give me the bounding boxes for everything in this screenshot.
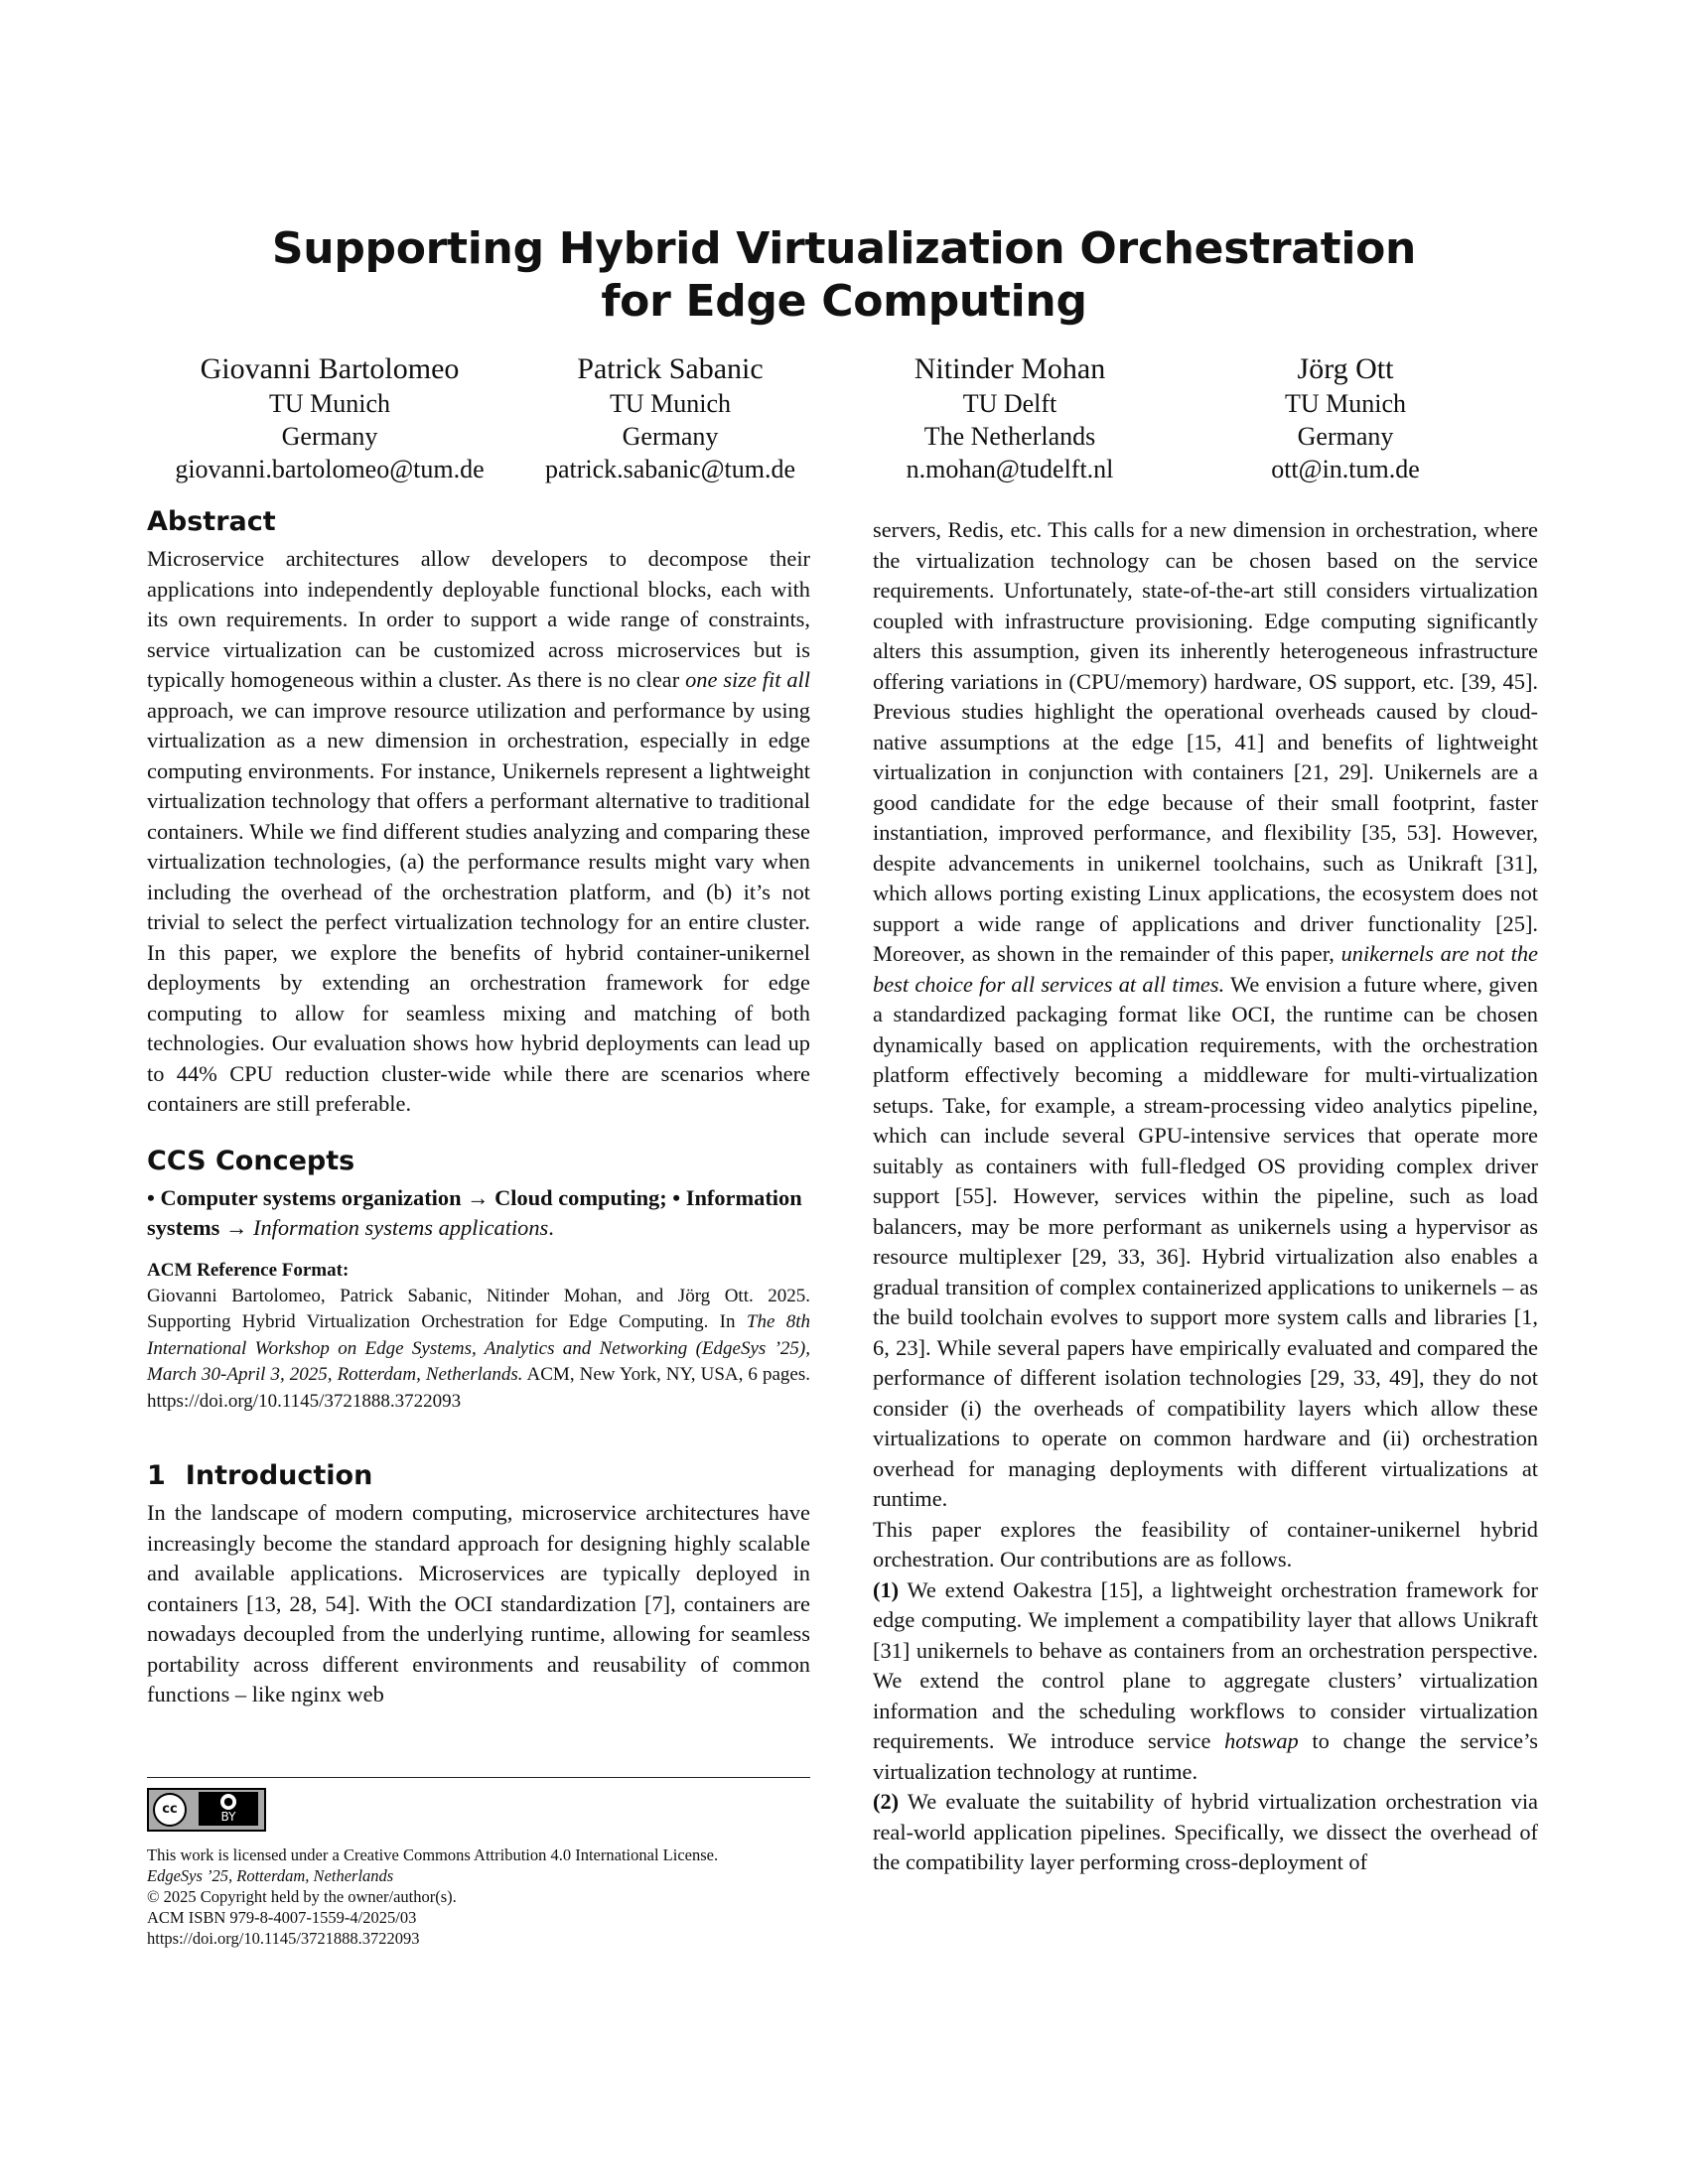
footer-divider — [147, 1777, 810, 1778]
contribution-text: to change the service’s virtualization technology at runtime. — [873, 1728, 1538, 1784]
person-icon: ● — [220, 1794, 236, 1810]
section-title: Introduction — [185, 1460, 373, 1491]
author-email[interactable]: patrick.sabanic@tum.de — [544, 455, 796, 483]
license-statement: This work is licensed under a Creative Commons Attribution 4.0 International License. — [147, 1845, 719, 1864]
ccs-arrow: → — [461, 1184, 495, 1210]
abstract-text — [147, 544, 810, 1120]
author-block — [161, 351, 498, 485]
title-line-1: Supporting Hybrid Virtualization Orchestration — [271, 223, 1417, 274]
paper-title — [0, 222, 1688, 328]
by-label: BY — [220, 1810, 236, 1824]
acm-reference-part: Giovanni Bartolomeo, Patrick Sabanic, Nitinder Mohan, and Jörg Ott. 2025. Supporting Hybrid Virtualization Orchestration for Edge Computing. In — [147, 1285, 810, 1332]
acm-reference-text — [147, 1284, 810, 1416]
author-email[interactable]: ott@in.tum.de — [1271, 455, 1420, 483]
paragraph-part: servers, Redis, etc. This calls for a new dimension in orchestration, where the virtualization technology can be chosen based on the service requirements. Unfortunately, state-of-the-art still considers virtualization coupled with infrastructure provisioning. Edge computing significantly alters this assumption, given its inherently heterogeneous infrastructure offering variations in (CPU/memory) hardware, OS support, etc. [39, 45]. Previous studies highlight the operational overheads caused by cloud-native assumptions at the edge [15, 41] and benefits of lightweight virtualization in conjunction with containers [21, 29]. Unikernels are a good candidate for the edge because of their small footprint, faster instantiation, improved performance, and flexibility [35, 53]. However, despite advancements in unikernel toolchains, such as Unikraft [31], which allows porting existing Linux applications, the ecosystem does not support a wide range of applications and driver functionality [25]. Moreover, as shown in the remainder of this paper, — [873, 517, 1538, 966]
paragraph-part: We envision a future where, given a standardized packaging format like OCI, the runtime can be chosen dynamically based on application requirements, with the orchestration platform effectively becoming a middleware for multi-virtualization setups. Take, for example, a stream-processing video analytics pipeline, which can include several GPU-intensive services that operate more suitably as containers with full-fledged OS providing complex driver support [55]. However, services within the pipeline, such as load balancers, may be more performant as unikernels using a hypervisor as resource multiplexer [29, 33, 36]. Hybrid virtualization also enables a gradual transition of complex containerized applications to unikernels – as the build toolchain evolves to support more system calls and libraries [1, 6, 23]. While several papers have empirically evaluated and compared the performance of different isolation technologies [29, 33, 49], they do not consider (i) the overheads of compatibility layers which allow these virtualizations to operate on common hardware and (ii) orchestration overhead for managing deployments with different virtualizations at runtime. — [873, 971, 1538, 1511]
isbn-line: ACM ISBN 979-8-4007-1559-4/2025/03 — [147, 1908, 417, 1927]
ccs-bullet: • — [147, 1184, 161, 1210]
acm-reference-heading: ACM Reference Format: — [147, 1259, 350, 1281]
author-affiliation: TU Munich — [1284, 389, 1407, 418]
intro-paragraph-continued — [873, 515, 1538, 1515]
ccs-arrow: → — [219, 1215, 253, 1240]
acm-reference-venue: The 8th International Workshop on Edge Systems, Analytics and Networking (EdgeSys ’25), March 30-April 3, 2025, Rotterdam, Netherlands. — [147, 1311, 811, 1385]
left-column — [147, 504, 810, 1710]
author-name: Nitinder Mohan — [914, 352, 1106, 385]
title-line-2: for Edge Computing — [601, 276, 1087, 327]
doi-link[interactable]: https://doi.org/10.1145/3721888.3722093 — [147, 1929, 420, 1948]
author-name: Giovanni Bartolomeo — [200, 352, 460, 385]
by-logo-icon — [199, 1792, 258, 1826]
ccs-concept-italic: Information systems applications — [252, 1215, 549, 1240]
contribution-item — [873, 1787, 1538, 1878]
introduction-paragraph: In the landscape of modern computing, microservice architectures have increasingly become the standard approach for designing highly scalable and available applications. Microservices are typically deployed in containers [13, 28, 54]. With the OCI standardization [7], containers are nowadays decoupled from the underlying runtime, allowing for seamless portability across different environments and reusability of common functions – like nginx web — [147, 1500, 810, 1706]
acm-reference-part: ACM, New York, NY, USA, 6 pages. https://doi.org/10.1145/3721888.3722093 — [147, 1364, 810, 1412]
author-country: Germany — [622, 422, 719, 451]
author-list — [0, 351, 1688, 490]
author-email[interactable]: giovanni.bartolomeo@tum.de — [175, 455, 485, 483]
ccs-concept: Computer systems organization — [160, 1184, 462, 1210]
cc-logo-icon: cc — [153, 1793, 187, 1827]
contributions-intro: This paper explores the feasibility of container-unikernel hybrid orchestration. Our contributions are as follows. — [873, 1516, 1538, 1571]
license-footer — [147, 1777, 810, 1949]
author-block — [501, 351, 839, 485]
ccs-separator: ; • — [659, 1184, 686, 1210]
cc-by-license-icon[interactable] — [147, 1788, 266, 1832]
author-affiliation: TU Munich — [268, 389, 391, 418]
venue-text: EdgeSys ’25, Rotterdam, Netherlands — [147, 1866, 394, 1885]
ccs-concept: Information systems — [147, 1184, 802, 1240]
contribution-number: (1) — [873, 1576, 900, 1602]
author-name: Patrick Sabanic — [577, 352, 764, 385]
abstract-text-italic: one size fit all — [685, 667, 810, 692]
ccs-heading: CCS Concepts — [147, 1145, 355, 1176]
contribution-item — [873, 1575, 1538, 1788]
contribution-italic: hotswap — [1224, 1728, 1299, 1753]
copyright-line: © 2025 Copyright held by the owner/author(s). — [147, 1887, 457, 1906]
ccs-concept: Cloud computing — [494, 1184, 660, 1210]
author-block — [1177, 351, 1514, 485]
venue-line — [147, 1865, 810, 1886]
author-name: Jörg Ott — [1297, 352, 1394, 385]
section-number: 1 — [147, 1460, 166, 1491]
author-country: Germany — [281, 422, 378, 451]
contribution-text: We evaluate the suitability of hybrid virtualization orchestration via real-world application pipelines. Specifically, we dissect the overhead of the compatibility layer performing cross-deployment of — [873, 1789, 1538, 1874]
ccs-end: . — [548, 1215, 554, 1240]
author-block — [841, 351, 1179, 485]
author-affiliation: TU Munich — [609, 389, 732, 418]
author-country: The Netherlands — [923, 422, 1096, 451]
ccs-concepts — [147, 1183, 810, 1244]
right-column — [873, 515, 1538, 1878]
contribution-number: (2) — [873, 1789, 900, 1814]
author-country: Germany — [1297, 422, 1394, 451]
introduction-heading — [147, 1458, 810, 1494]
author-email[interactable]: n.mohan@tudelft.nl — [906, 455, 1114, 483]
abstract-heading: Abstract — [147, 506, 276, 537]
contribution-text: We extend Oakestra [15], a lightweight orchestration framework for edge computing. We implement a compatibility layer that allows Unikraft [31] unikernels to behave as containers from an orchestration perspective. We extend the control plane to aggregate clusters’ virtualization information and the scheduling workflows to consider virtualization requirements. We introduce service — [873, 1576, 1538, 1753]
abstract-text-part: approach, we can improve resource utilization and performance by using virtualization as a new dimension in orchestration, especially in edge computing environments. For instance, Unikernels represent a lightweight virtualization technology that offers a performant alternative to traditional containers. While we find different studies analyzing and comparing these virtualization technologies, (a) the performance results might vary when including the overhead of the orchestration platform, and (b) it’s not trivial to select the perfect virtualization technology for an entire cluster. In this paper, we explore the benefits of hybrid container-unikernel deployments by extending an orchestration framework for edge computing to allow for seamless mixing and matching of both technologies. Our evaluation shows how hybrid deployments can lead up to 44% CPU reduction cluster-wide while there are scenarios where containers are still preferable. — [147, 697, 810, 1116]
author-affiliation: TU Delft — [962, 389, 1057, 418]
abstract-text-part: Microservice architectures allow developers to decompose their applications into independently deployable functional blocks, each with its own requirements. In order to support a wide range of constraints, service virtualization can be customized across microservices but is typically homogeneous within a cluster. As there is no clear — [147, 546, 810, 692]
paragraph-italic: unikernels are not the best choice for all services at all times. — [873, 941, 1539, 997]
